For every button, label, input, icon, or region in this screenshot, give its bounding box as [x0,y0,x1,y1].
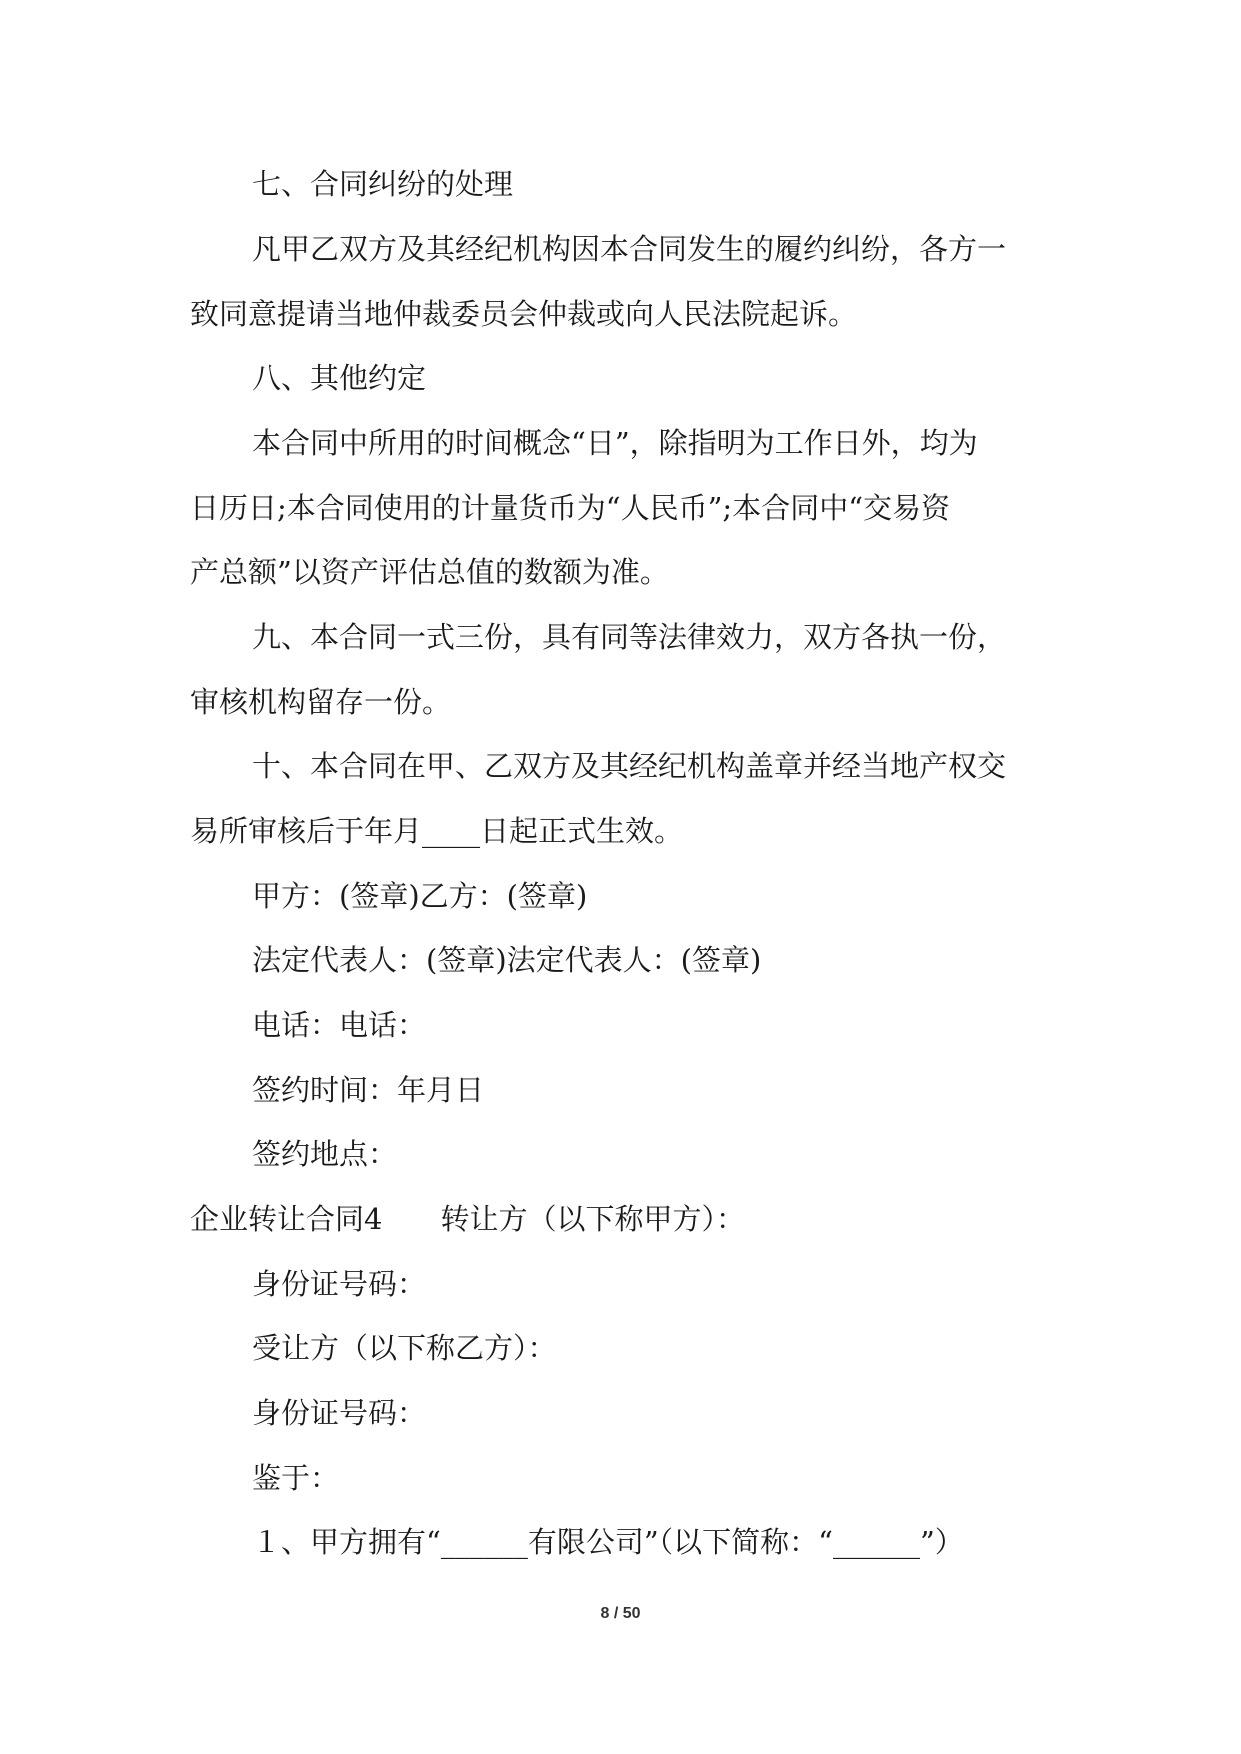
section-heading-8: 八、其他约定 [252,361,427,395]
paragraph-line: 易所审核后于年月____日起正式生效。 [190,814,684,848]
contract-4-heading: 企业转让合同4 转让方（以下称甲方）： [190,1202,745,1236]
paragraph-line: 本合同中所用的时间概念“日”，除指明为工作日外，均为 [252,426,978,460]
id-number-line: 身份证号码： [252,1396,427,1430]
id-number-line: 身份证号码： [252,1267,427,1301]
paragraph-line: 凡甲乙双方及其经纪机构因本合同发生的履约纠纷，各方一 [252,232,1007,266]
paragraph-line: 产总额”以资产评估总值的数额为准。 [190,555,669,589]
section-heading-7: 七、合同纠纷的处理 [252,167,514,201]
paragraph-line: 致同意提请当地仲裁委员会仲裁或向人民法院起诉。 [190,297,858,331]
legal-representatives: 法定代表人：(签章)法定代表人：(签章) [252,943,762,977]
signing-date: 签约时间：年月日 [252,1073,485,1107]
transferee-line: 受让方（以下称乙方）： [252,1331,557,1365]
section-9-line: 九、本合同一式三份，具有同等法律效力，双方各执一份， [252,620,1007,654]
signature-parties: 甲方：(签章)乙方：(签章) [252,879,588,913]
paragraph-line: 日历日;本合同使用的计量货币为“人民币”;本合同中“交易资 [190,491,951,525]
phone-line: 电话：电话： [252,1008,427,1042]
paragraph-line: 审核机构留存一份。 [190,685,452,719]
signing-place: 签约地点： [252,1137,398,1171]
section-10-line: 十、本合同在甲、乙双方及其经纪机构盖章并经当地产权交 [252,749,1007,783]
whereas-line: 鉴于： [252,1461,340,1495]
clause-1-line: １、甲方拥有“______有限公司”（以下简称：“______”） [252,1525,964,1559]
page-number: 8 / 50 [600,1605,641,1622]
